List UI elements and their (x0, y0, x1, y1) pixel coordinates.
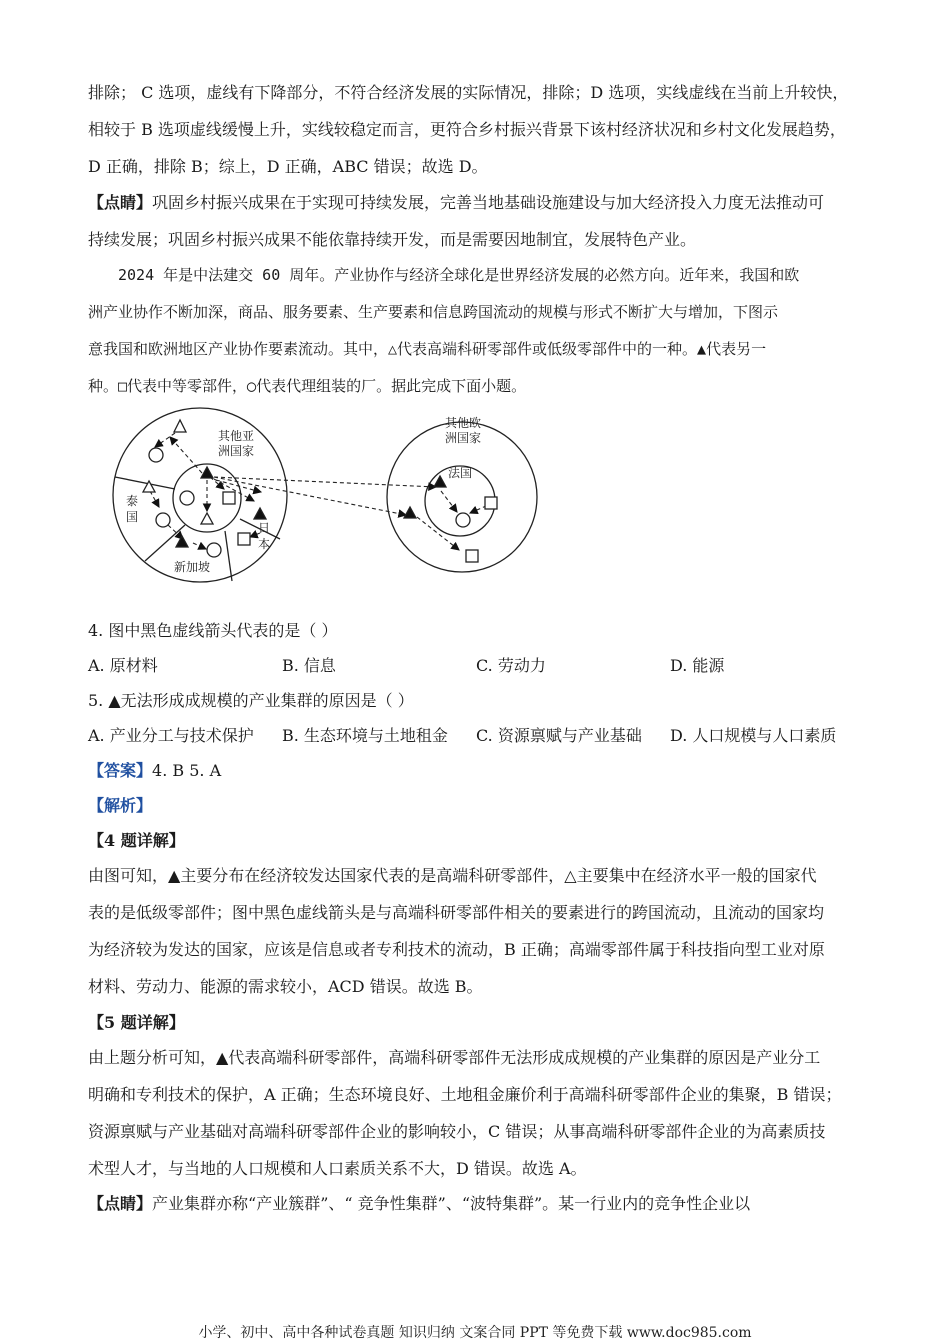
tip1-line-1 (88, 192, 824, 214)
q4-option-b: B. 信息 (282, 656, 336, 675)
d4-line-3: 为经济较为发达的国家，应该是信息或者专利技术的流动，B 正确；高端零部件属于科技指向型工业对原 (88, 940, 825, 959)
intro-line-2: 相较于 B 选项虚线缓慢上升，实线较稳定而言，更符合乡村振兴背景下该村经济状况和乡村文化发展趋势， (88, 120, 846, 139)
arrow-center-to-asia-triangle (170, 437, 202, 473)
solid-triangle-france (434, 476, 446, 487)
assembly-circle-thailand (156, 513, 170, 527)
hollow-triangle-asia (174, 420, 186, 432)
analysis-tag: 【解析】 (88, 796, 153, 815)
d5-line-3: 资源禀赋与产业基础对高端科研零部件企业的影响较小，C 错误；从事高端科研零部件企业的为高素质技 (88, 1122, 826, 1141)
solid-triangle-europe (404, 507, 416, 518)
d5-line-2: 明确和专利技术的保护，A 正确；生态环境良好、土地租金廉价利于高端科研零部件企业的集聚，B 错误； (88, 1085, 842, 1104)
arrow-asia-to-europe (214, 477, 406, 515)
assembly-circle-center (180, 491, 194, 505)
tip1-text-1: 巩固乡村振兴成果在于实现可持续发展，完善当地基础设施建设与加大经济投入力度无法推动可 (152, 193, 825, 212)
tip2-tag: 【点睛】 (88, 1194, 153, 1213)
arrow-europe-to-square (417, 517, 459, 550)
intro-line-3: D 正确，排除 B；综上，D 正确，ABC 错误；故选 D。 (88, 157, 488, 176)
divider-singapore-japan (225, 531, 232, 581)
label-japan-1: 日 (258, 521, 271, 535)
label-singapore: 新加坡 (174, 560, 211, 574)
q5-option-a: A. 产业分工与技术保护 (88, 726, 254, 745)
medium-square-france (485, 497, 497, 509)
label-japan-2: 本 (258, 537, 271, 551)
material-line-3: 意我国和欧洲地区产业协作要素流动。其中，△代表高端科研零部件或低级零部件中的一种。▲代表另一 (88, 340, 767, 358)
arrow-thai-tri-to-circle (150, 491, 159, 507)
q5-option-b: B. 生态环境与土地租金 (282, 726, 448, 745)
material-line-4: 种。□代表中等零部件，◯代表代理组装的厂。据此完成下面小题。 (88, 377, 527, 395)
d4-line-1: 由图可知，▲主要分布在经济较发达国家代表的是高端科研零部件，△主要集中在经济水平一般的国家代 (88, 866, 817, 885)
medium-square-europe (466, 550, 478, 562)
label-thailand-1: 泰 (126, 494, 139, 508)
answer-text: 4. B 5. A (152, 761, 222, 780)
label-asia-1: 其他亚 (218, 429, 255, 443)
d5-tag: 【5 题详解】 (88, 1013, 185, 1032)
q4-stem: 4. 图中黑色虚线箭头代表的是（ ） (88, 621, 338, 640)
d4-tag: 【4 题详解】 (88, 831, 185, 850)
tip1-tag: 【点睛】 (88, 193, 153, 212)
label-europe-1: 其他欧 (445, 416, 482, 430)
tip2-line (88, 1193, 750, 1215)
medium-square-japan (238, 533, 250, 545)
label-france: 法国 (448, 466, 473, 480)
solid-triangle-thailand (176, 536, 188, 547)
material-line-1: 2024 年是中法建交 60 周年。产业协作与经济全球化是世界经济发展的必然方向。近年来，我国和欧 (118, 266, 800, 284)
intro-line-1: 排除； C 选项，虚线有下降部分，不符合经济发展的实际情况，排除；D 选项，实线虚线在当前上升较快， (88, 83, 849, 102)
q4-option-d: D. 能源 (670, 656, 725, 675)
medium-square-center (223, 492, 235, 504)
arrow-france-tri-to-circle (441, 491, 457, 512)
hollow-triangle-center (201, 513, 213, 524)
d5-line-1: 由上题分析可知，▲代表高端科研零部件，高端科研零部件无法形成成规模的产业集群的原因是产业分工 (88, 1048, 821, 1067)
assembly-circle-singapore (207, 543, 221, 557)
answer-line (88, 760, 221, 782)
material-line-2: 洲产业协作不断加深，商品、服务要素、生产要素和信息跨国流动的规模与形式不断扩大与增加，下图示 (88, 303, 779, 321)
q4-option-c: C. 劳动力 (476, 656, 546, 675)
arrow-asia-to-france-1 (214, 477, 436, 487)
label-asia-2: 洲国家 (218, 444, 255, 458)
asia-outer-circle (113, 408, 287, 582)
arrow-tri-to-singapore (193, 543, 206, 549)
solid-triangle-asia-center (201, 467, 213, 478)
page-footer: 小学、初中、高中各种试卷真题 知识归纳 文案合同 PPT 等免费下载 www.doc985.com (198, 1325, 752, 1341)
q5-stem: 5. ▲无法形成成规模的产业集群的原因是（ ） (88, 691, 414, 710)
arrow-thai-to-triangle (168, 525, 183, 539)
tip1-line-2: 持续发展；巩固乡村振兴成果不能依靠持续开发，而是需要因地制宜，发展特色产业。 (88, 230, 697, 249)
d4-line-4: 材料、劳动力、能源的需求较小，ACD 错误。故选 B。 (88, 977, 483, 996)
d4-line-2: 表的是低级零部件；图中黑色虚线箭头是与高端科研零部件相关的要素进行的跨国流动，且流动的国家均 (88, 903, 825, 922)
assembly-circle-france (456, 513, 470, 527)
label-thailand-2: 国 (126, 510, 139, 524)
d5-line-4: 术型人才，与当地的人口规模和人口素质关系不大，D 错误。故选 A。 (88, 1159, 587, 1178)
tip2-text: 产业集群亦称“产业簇群”、“ 竞争性集群”、“波特集群”。某一行业内的竞争性企业以 (152, 1194, 751, 1213)
industry-flow-diagram (110, 405, 580, 590)
label-europe-2: 洲国家 (445, 431, 482, 445)
assembly-circle-asia (149, 448, 163, 462)
q4-option-a: A. 原材料 (88, 656, 158, 675)
answer-tag: 【答案】 (88, 761, 153, 780)
q5-option-c: C. 资源禀赋与产业基础 (476, 726, 642, 745)
q5-option-d: D. 人口规模与人口素质 (670, 726, 837, 745)
solid-triangle-japan (254, 508, 266, 519)
